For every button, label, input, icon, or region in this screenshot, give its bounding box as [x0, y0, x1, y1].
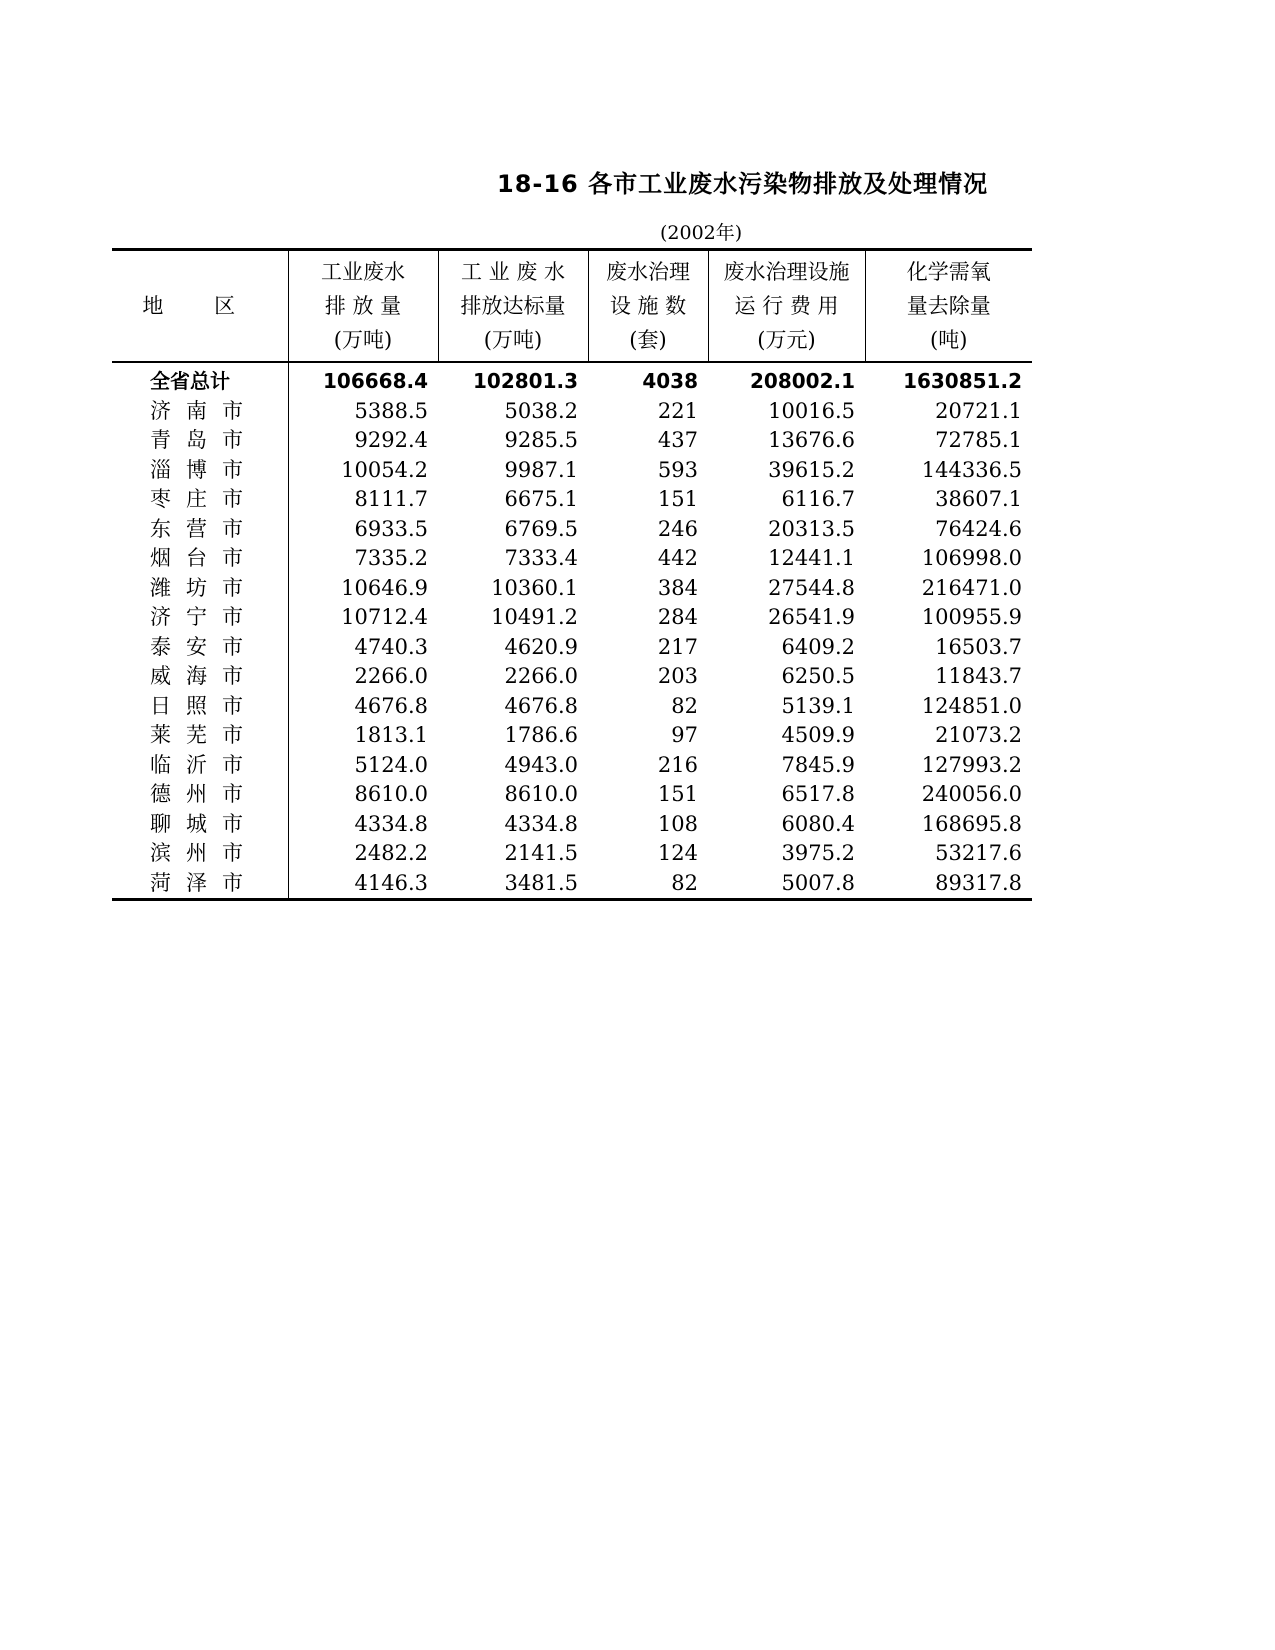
table-row — [112, 603, 1032, 633]
header-line: 排 放 量 — [324, 294, 402, 318]
header-line: 废水治理设施 — [723, 260, 850, 284]
total-row — [112, 362, 1032, 397]
cell-standard-discharge: 9987.1 — [504, 457, 578, 482]
cell-facilities: 216 — [657, 752, 698, 777]
cell-cod-removal: 100955.9 — [921, 605, 1022, 629]
cell-wastewater-discharge: 4146.3 — [288, 869, 438, 900]
cell-facilities: 221 — [657, 398, 698, 423]
table-row — [112, 515, 1032, 545]
cell-cod-removal: 240056.0 — [921, 782, 1022, 806]
cell-facilities: 151 — [657, 487, 698, 511]
cell-cod-removal: 76424.6 — [935, 516, 1022, 541]
region-name: 菏泽市 — [112, 869, 288, 900]
table-row — [112, 721, 1032, 751]
header-line: 工 业 废 水 — [460, 260, 566, 284]
cell-wastewater-discharge: 106668.4 — [322, 369, 428, 393]
region-name: 济宁市 — [112, 603, 288, 633]
header-line: 化学需氧 — [906, 260, 991, 284]
cell-operating-cost: 27544.8 — [768, 575, 855, 600]
header-line: (吨) — [930, 328, 968, 352]
header-row — [112, 250, 1032, 363]
cell-standard-discharge: 10360.1 — [491, 575, 578, 600]
cell-facilities: 82 — [671, 693, 698, 718]
region-name: 淄博市 — [112, 456, 288, 486]
cell-standard-discharge: 2141.5 — [504, 841, 578, 865]
region-name: 济南市 — [112, 397, 288, 427]
header-line: 运 行 费 用 — [734, 294, 839, 318]
header-line: 工业废水 — [321, 260, 405, 284]
cell-cod-removal: 16503.7 — [935, 634, 1022, 659]
header-line: 设 施 数 — [609, 294, 687, 318]
table-row — [112, 485, 1032, 515]
cell-wastewater-discharge: 10054.2 — [341, 457, 428, 482]
cell-standard-discharge: 4620.9 — [504, 634, 578, 659]
cell-operating-cost: 20313.5 — [768, 516, 855, 541]
cell-cod-removal: 72785.1 — [935, 428, 1022, 452]
cell-wastewater-discharge: 4334.8 — [354, 811, 428, 836]
cell-cod-removal: 127993.2 — [921, 752, 1022, 777]
cell-operating-cost: 3975.2 — [781, 841, 855, 865]
cell-wastewater-discharge: 4676.8 — [354, 693, 428, 718]
cell-cod-removal: 124851.0 — [921, 693, 1022, 718]
cell-wastewater-discharge: 5124.0 — [354, 752, 428, 777]
table-row — [112, 692, 1032, 722]
header-line: 量去除量 — [906, 294, 991, 318]
cell-operating-cost: 7845.9 — [781, 752, 855, 777]
cell-facilities: 124 — [657, 841, 698, 865]
table-row — [112, 426, 1032, 456]
region-name: 临沂市 — [112, 751, 288, 781]
cell-operating-cost: 39615.2 — [768, 457, 855, 482]
cell-operating-cost: 13676.6 — [768, 428, 855, 452]
cell-cod-removal: 1630851.2 — [903, 369, 1022, 393]
cell-wastewater-discharge: 8111.7 — [354, 487, 428, 511]
region-name: 全省总计 — [112, 362, 288, 397]
header-line: (万吨) — [333, 328, 393, 352]
cell-standard-discharge: 2266.0 — [504, 664, 578, 688]
header-facilities — [588, 250, 708, 363]
cell-standard-discharge: 4334.8 — [504, 811, 578, 836]
cell-operating-cost: 6409.2 — [781, 634, 855, 659]
header-line: 废水治理 — [606, 260, 690, 284]
cell-cod-removal: 11843.7 — [935, 664, 1022, 688]
region-name: 枣庄市 — [112, 485, 288, 515]
data-table — [112, 248, 1032, 901]
cell-cod-removal: 38607.1 — [935, 487, 1022, 511]
cell-cod-removal: 144336.5 — [921, 457, 1022, 482]
header-line: (套) — [629, 328, 667, 352]
region-name: 聊城市 — [112, 810, 288, 840]
cell-facilities: 246 — [657, 516, 698, 541]
cell-operating-cost: 6517.8 — [781, 782, 855, 806]
cell-facilities: 203 — [657, 664, 698, 688]
header-line: 排放达标量 — [460, 294, 566, 318]
cell-operating-cost: 5007.8 — [708, 869, 865, 900]
cell-standard-discharge: 3481.5 — [438, 869, 588, 900]
header-region: 地 区 — [112, 250, 288, 363]
cell-operating-cost: 6250.5 — [781, 664, 855, 688]
cell-wastewater-discharge: 7335.2 — [354, 546, 428, 570]
header-standard-discharge — [438, 250, 588, 363]
cell-operating-cost: 6116.7 — [781, 487, 855, 511]
cell-cod-removal: 21073.2 — [935, 723, 1022, 747]
cell-operating-cost: 6080.4 — [781, 811, 855, 836]
cell-standard-discharge: 6675.1 — [504, 487, 578, 511]
page-title: 18-16 各市工业废水污染物排放及处理情况 — [497, 170, 989, 198]
cell-wastewater-discharge: 8610.0 — [354, 782, 428, 806]
cell-operating-cost: 4509.9 — [781, 723, 855, 747]
region-name: 日照市 — [112, 692, 288, 722]
header-line: (万吨) — [483, 328, 543, 352]
cell-standard-discharge: 4943.0 — [504, 752, 578, 777]
cell-standard-discharge: 1786.6 — [504, 723, 578, 747]
cell-standard-discharge: 5038.2 — [504, 398, 578, 423]
cell-facilities: 217 — [657, 634, 698, 659]
region-name: 烟台市 — [112, 544, 288, 574]
cell-facilities: 108 — [657, 811, 698, 836]
table-row — [112, 662, 1032, 692]
cell-operating-cost: 10016.5 — [768, 398, 855, 423]
table-row — [112, 544, 1032, 574]
cell-cod-removal: 89317.8 — [865, 869, 1032, 900]
header-cod-removal — [865, 250, 1032, 363]
table-row — [112, 633, 1032, 663]
table-row — [112, 869, 1032, 900]
cell-facilities: 384 — [657, 575, 698, 600]
cell-facilities: 442 — [657, 546, 698, 570]
table-row — [112, 810, 1032, 840]
table-row — [112, 751, 1032, 781]
cell-wastewater-discharge: 10646.9 — [341, 575, 428, 600]
cell-standard-discharge: 7333.4 — [504, 546, 578, 570]
cell-wastewater-discharge: 5388.5 — [354, 398, 428, 423]
region-name: 莱芜市 — [112, 721, 288, 751]
region-name: 泰安市 — [112, 633, 288, 663]
region-name: 滨州市 — [112, 839, 288, 869]
cell-standard-discharge: 9285.5 — [504, 428, 578, 452]
cell-wastewater-discharge: 2266.0 — [354, 664, 428, 688]
cell-facilities: 284 — [657, 605, 698, 629]
cell-wastewater-discharge: 6933.5 — [354, 516, 428, 541]
region-name: 东营市 — [112, 515, 288, 545]
cell-facilities: 82 — [588, 869, 708, 900]
cell-standard-discharge: 4676.8 — [504, 693, 578, 718]
header-wastewater-discharge — [288, 250, 438, 363]
cell-facilities: 151 — [657, 782, 698, 806]
cell-wastewater-discharge: 9292.4 — [354, 428, 428, 452]
cell-operating-cost: 5139.1 — [781, 693, 855, 718]
cell-wastewater-discharge: 4740.3 — [354, 634, 428, 659]
header-line: (万元) — [757, 328, 816, 352]
cell-operating-cost: 208002.1 — [749, 369, 855, 393]
cell-wastewater-discharge: 10712.4 — [341, 605, 428, 629]
table-row — [112, 456, 1032, 486]
cell-cod-removal: 20721.1 — [935, 398, 1022, 423]
region-name: 德州市 — [112, 780, 288, 810]
page-subtitle: (2002年) — [660, 222, 743, 244]
cell-cod-removal: 216471.0 — [921, 575, 1022, 600]
cell-cod-removal: 106998.0 — [921, 546, 1022, 570]
cell-facilities: 593 — [657, 457, 698, 482]
table-row — [112, 397, 1032, 427]
cell-standard-discharge: 8610.0 — [504, 782, 578, 806]
region-name: 青岛市 — [112, 426, 288, 456]
table-row — [112, 839, 1032, 869]
cell-facilities: 4038 — [642, 369, 698, 393]
cell-cod-removal: 53217.6 — [935, 841, 1022, 865]
cell-operating-cost: 12441.1 — [768, 546, 855, 570]
cell-cod-removal: 168695.8 — [921, 811, 1022, 836]
cell-operating-cost: 26541.9 — [768, 605, 855, 629]
cell-wastewater-discharge: 1813.1 — [354, 723, 428, 747]
cell-standard-discharge: 10491.2 — [491, 605, 578, 629]
cell-facilities: 437 — [657, 428, 698, 452]
header-operating-cost — [708, 250, 865, 363]
region-name: 威海市 — [112, 662, 288, 692]
table-row — [112, 780, 1032, 810]
region-name: 潍坊市 — [112, 574, 288, 604]
cell-facilities: 97 — [671, 723, 698, 747]
cell-standard-discharge: 6769.5 — [504, 516, 578, 541]
table-row — [112, 574, 1032, 604]
cell-standard-discharge: 102801.3 — [472, 369, 578, 393]
cell-wastewater-discharge: 2482.2 — [354, 841, 428, 865]
